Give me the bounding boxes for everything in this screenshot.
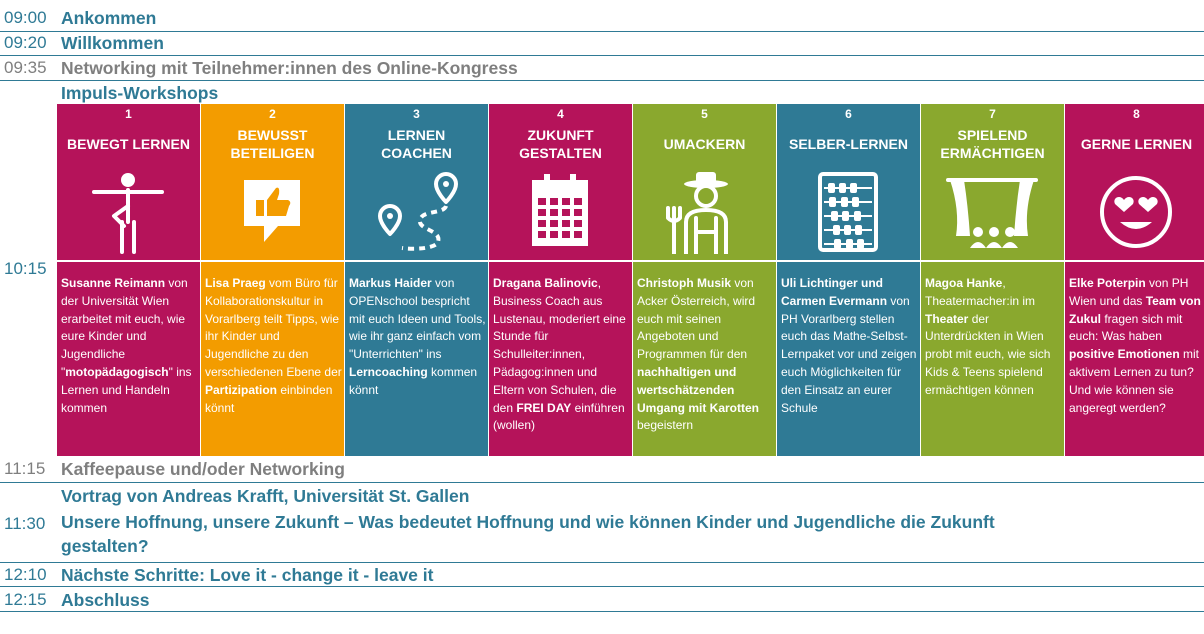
workshop-title: LERNEN COACHEN (381, 127, 452, 161)
workshop-title: SPIELEND ERMÄCHTIGEN (940, 127, 1045, 161)
workshop-description: Magoa Hanke, Theatermacher:in im Theater der Unterdrückten in Wien probt mit euch, wie sich Kids & Teens spielend ermächtigen können (921, 262, 1064, 456)
workshop-number: 6 (845, 107, 852, 121)
time-1115: 11:15 (4, 459, 46, 478)
workshop-number: 5 (701, 107, 708, 121)
agenda-networking: Networking mit Teilnehmer:innen des Online-Kongress (61, 58, 518, 78)
time-1130: 11:30 (4, 514, 46, 533)
workshop-card (633, 104, 776, 456)
workshop-card (1065, 104, 1204, 456)
workshop-number: 4 (557, 107, 564, 121)
time-0900: 09:00 (4, 8, 47, 27)
workshop-header (1065, 104, 1204, 260)
workshop-number: 8 (1133, 107, 1140, 121)
theater-stage-icon (942, 170, 1042, 254)
agenda-vortrag-subtitle-2: gestalten? (61, 536, 149, 556)
workshop-number: 7 (989, 107, 996, 121)
workshop-title: BEWEGT LERNEN (67, 136, 190, 152)
divider (0, 55, 1204, 56)
workshop-number: 1 (125, 107, 132, 121)
time-0935: 09:35 (4, 58, 47, 77)
divider (0, 482, 1204, 483)
divider (0, 586, 1204, 587)
divider (0, 611, 1204, 612)
workshop-card (489, 104, 632, 456)
workshop-title: BEWUSST BETEILIGEN (230, 127, 315, 161)
calendar-icon (510, 170, 610, 254)
agenda-vortrag-subtitle-1: Unsere Hoffnung, unsere Zukunft – Was bedeutet Hoffnung und wie können Kinder und Jugendliche die Zukunft (61, 512, 995, 532)
time-1015: 10:15 (4, 259, 47, 278)
workshop-header (201, 104, 344, 260)
agenda-ankommen: Ankommen (61, 8, 157, 28)
route-pins-icon (366, 170, 466, 254)
divider (0, 562, 1204, 563)
workshop-description: Dragana Balinovic, Business Coach aus Lustenau, moderiert eine Stunde für Schulleiter:innen, Pädagog:innen und Eltern von Schulen, die den FREI DAY einführen (wollen) (489, 262, 632, 456)
workshop-card (57, 104, 200, 456)
workshop-description: Markus Haider von OPENschool bespricht mit euch Ideen und Tools, wie ihr ganz einfach vom "Unterrichten" ins Lerncoaching kommen könnt (345, 262, 488, 456)
workshop-card (777, 104, 920, 456)
workshop-card (345, 104, 488, 456)
workshop-description: Elke Poterpin von PH Wien und das Team von Zukul fragen sich mit euch: Was haben positive Emotionen mit aktivem Lernen zu tun? Und wie können sie angeregt werden? (1065, 262, 1204, 456)
agenda-willkommen: Willkommen (61, 33, 164, 53)
farmer-icon (654, 170, 754, 254)
divider (0, 80, 1204, 81)
agenda-abschluss: Abschluss (61, 590, 150, 610)
workshop-description: Uli Lichtinger und Carmen Evermann von PH Vorarlberg stellen euch das Mathe-Selbst-Lernpaket vor und zeigen euch Möglichkeiten für den Einsatz an eurer Schule (777, 262, 920, 456)
workshop-title: ZUKUNFT GESTALTEN (519, 127, 602, 161)
workshop-header (921, 104, 1064, 260)
agenda-vortrag: Vortrag von Andreas Krafft, Universität St. Gallen (61, 486, 470, 506)
agenda-naechste-schritte: Nächste Schritte: Love it - change it - leave it (61, 565, 434, 585)
workshop-number: 2 (269, 107, 276, 121)
workshop-header (489, 104, 632, 260)
agenda-impuls-workshops: Impuls-Workshops (61, 83, 219, 103)
workshop-title: SELBER-LERNEN (788, 136, 908, 152)
yoga-person-icon (78, 170, 178, 254)
workshop-header (57, 104, 200, 260)
workshop-description: Christoph Musik von Acker Österreich, wird euch mit seinen Angeboten und Programmen für den nachhaltigen und wertschätzenden Umgang mit Karotten begeistern (633, 262, 776, 456)
workshop-header (777, 104, 920, 260)
workshop-grid (57, 104, 1204, 456)
workshop-header (633, 104, 776, 260)
workshop-number: 3 (413, 107, 420, 121)
workshop-card (201, 104, 344, 456)
workshop-title: UMACKERN (663, 136, 746, 152)
workshop-header (345, 104, 488, 260)
thumbs-up-speech-icon (222, 170, 322, 254)
time-1210: 12:10 (4, 565, 47, 584)
agenda-kaffeepause: Kaffeepause und/oder Networking (61, 459, 345, 479)
time-0920: 09:20 (4, 33, 47, 52)
heart-eyes-smiley-icon (1086, 170, 1186, 254)
workshop-description: Lisa Praeg vom Büro für Kollaborationskultur in Vorarlberg teilt Tipps, wie ihr Kinder und Jugendliche zu den verschiedenen Ebene der Partizipation einbinden könnt (201, 262, 344, 456)
workshop-title: GERNE LERNEN (1080, 136, 1193, 152)
workshop-description: Susanne Reimann von der Universität Wien erarbeitet mit euch, wie eure Kinder und Jugendliche "motopädagogisch" ins Lernen und Handeln kommen (57, 262, 200, 456)
abacus-icon (798, 170, 898, 254)
time-1215: 12:15 (4, 590, 47, 609)
workshop-card (921, 104, 1064, 456)
divider (0, 31, 1204, 32)
